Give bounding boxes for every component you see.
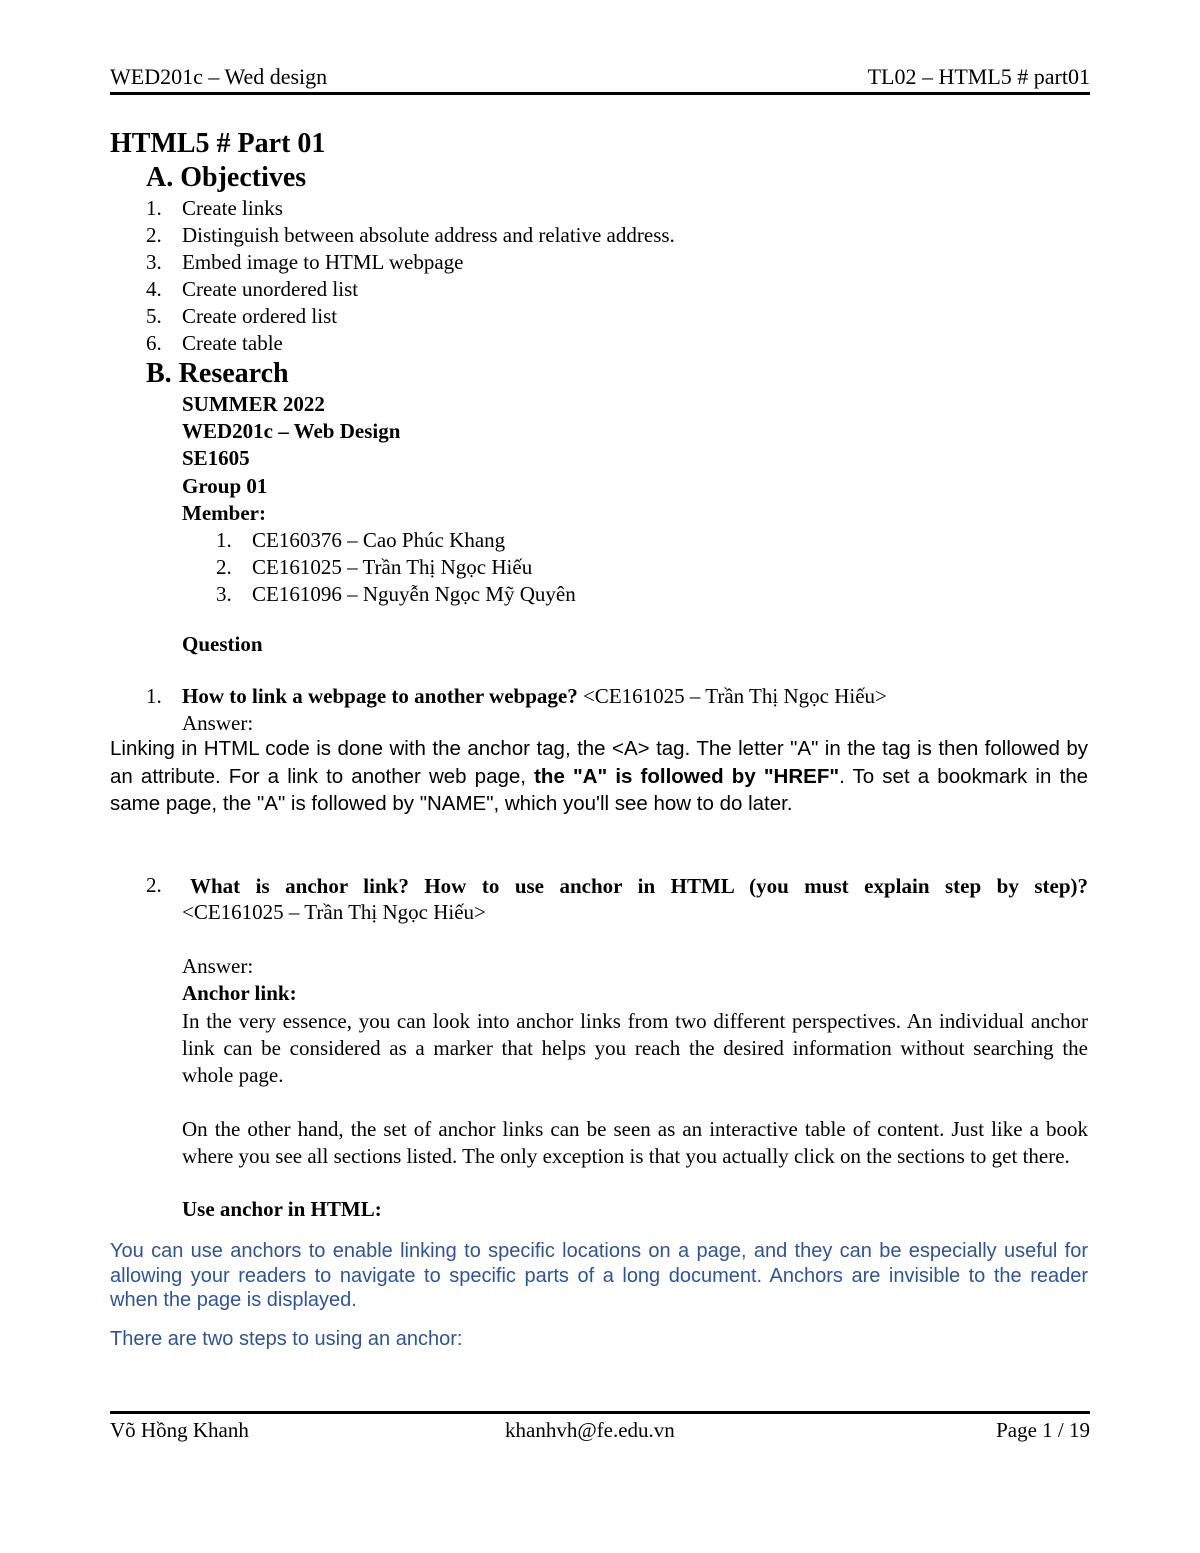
list-text: Create unordered list xyxy=(182,277,359,301)
blue-para-2: There are two steps to using an anchor: xyxy=(110,1328,463,1350)
list-text: Create links xyxy=(182,196,283,220)
footer-author: Võ Hồng Khanh xyxy=(110,1418,249,1442)
list-number: 5. xyxy=(146,304,162,328)
research-class: SE1605 xyxy=(182,446,250,470)
header-lesson: TL02 – HTML5 # part01 xyxy=(867,64,1090,89)
anchor-para-1: In the very essence, you can look into anchor links from two different perspectives. An individual anchor link can be considered as a marker that helps you reach the desired information without searching the whole page. xyxy=(182,1009,1088,1087)
research-term: SUMMER 2022 xyxy=(182,392,325,416)
research-heading: B. Research xyxy=(146,358,289,389)
list-number: 6. xyxy=(146,331,162,355)
anchor-para-2: On the other hand, the set of anchor links can be seen as an interactive table of content. Just like a book where you see all sections listed. The only exception is that you actually click on the sections to get there. xyxy=(182,1117,1088,1168)
question-label: Question xyxy=(182,632,263,656)
list-text: Create ordered list xyxy=(182,304,338,328)
q1-answer xyxy=(110,735,1088,818)
member-number: 2. xyxy=(216,555,232,579)
q1-answer-part2: . To set a bookmark in the same page, the "A" is followed by "NAME", which you'll see how to do later. xyxy=(110,764,1088,815)
research-group: Group 01 xyxy=(182,474,268,498)
member-text: CE160376 – Cao Phúc Khang xyxy=(252,528,506,552)
research-course: WED201c – Web Design xyxy=(182,419,401,443)
member-label: Member: xyxy=(182,501,266,525)
q2-author: <CE161025 – Trần Thị Ngọc Hiếu> xyxy=(182,900,486,924)
list-number: 2. xyxy=(146,223,162,247)
header-rule xyxy=(110,92,1090,95)
anchor-link-label: Anchor link: xyxy=(182,981,297,1005)
footer-rule xyxy=(110,1411,1090,1414)
q1-answer-bold: the "A" is followed by "HREF" xyxy=(534,764,840,788)
page-title: HTML5 # Part 01 xyxy=(110,128,326,159)
member-number: 3. xyxy=(216,582,232,606)
q1-number: 1. xyxy=(146,684,162,708)
q2-number: 2. xyxy=(146,873,162,897)
footer-email[interactable]: khanhvh@fe.edu.vn xyxy=(505,1418,675,1442)
use-anchor-label: Use anchor in HTML: xyxy=(182,1197,382,1221)
q1-line xyxy=(182,684,887,709)
blue-para-1: You can use anchors to enable linking to specific locations on a page, and they can be especially useful for allowing your readers to navigate to specific parts of a long document. Anchors are invisible to the reader when the page is displayed. xyxy=(110,1240,1088,1311)
q1-question: How to link a webpage to another webpage? xyxy=(182,684,578,708)
header-course: WED201c – Wed design xyxy=(110,64,328,89)
list-number: 3. xyxy=(146,250,162,274)
q1-answer-label: Answer: xyxy=(182,711,254,735)
list-number: 1. xyxy=(146,196,162,220)
member-text: CE161025 – Trần Thị Ngọc Hiếu xyxy=(252,555,533,579)
q1-author: <CE161025 – Trần Thị Ngọc Hiếu> xyxy=(577,684,887,708)
list-text: Embed image to HTML webpage xyxy=(182,250,464,274)
q2-answer-label: Answer: xyxy=(182,954,254,978)
list-text: Distinguish between absolute address and relative address. xyxy=(182,223,675,247)
q1-answer-part1: Linking in HTML code is done with the anchor tag, the <A> tag. The letter "A" in the tag is then followed by an attribute. For a link to another web page, xyxy=(110,737,1088,788)
list-text: Create table xyxy=(182,331,283,355)
objectives-heading: A. Objectives xyxy=(146,162,307,193)
q2-question: What is anchor link? How to use anchor in HTML (you must explain step by step)? xyxy=(190,874,1088,898)
footer-page-number: Page 1 / 19 xyxy=(996,1418,1090,1442)
member-number: 1. xyxy=(216,528,232,552)
list-number: 4. xyxy=(146,277,162,301)
member-text: CE161096 – Nguyễn Ngọc Mỹ Quyên xyxy=(252,582,576,606)
